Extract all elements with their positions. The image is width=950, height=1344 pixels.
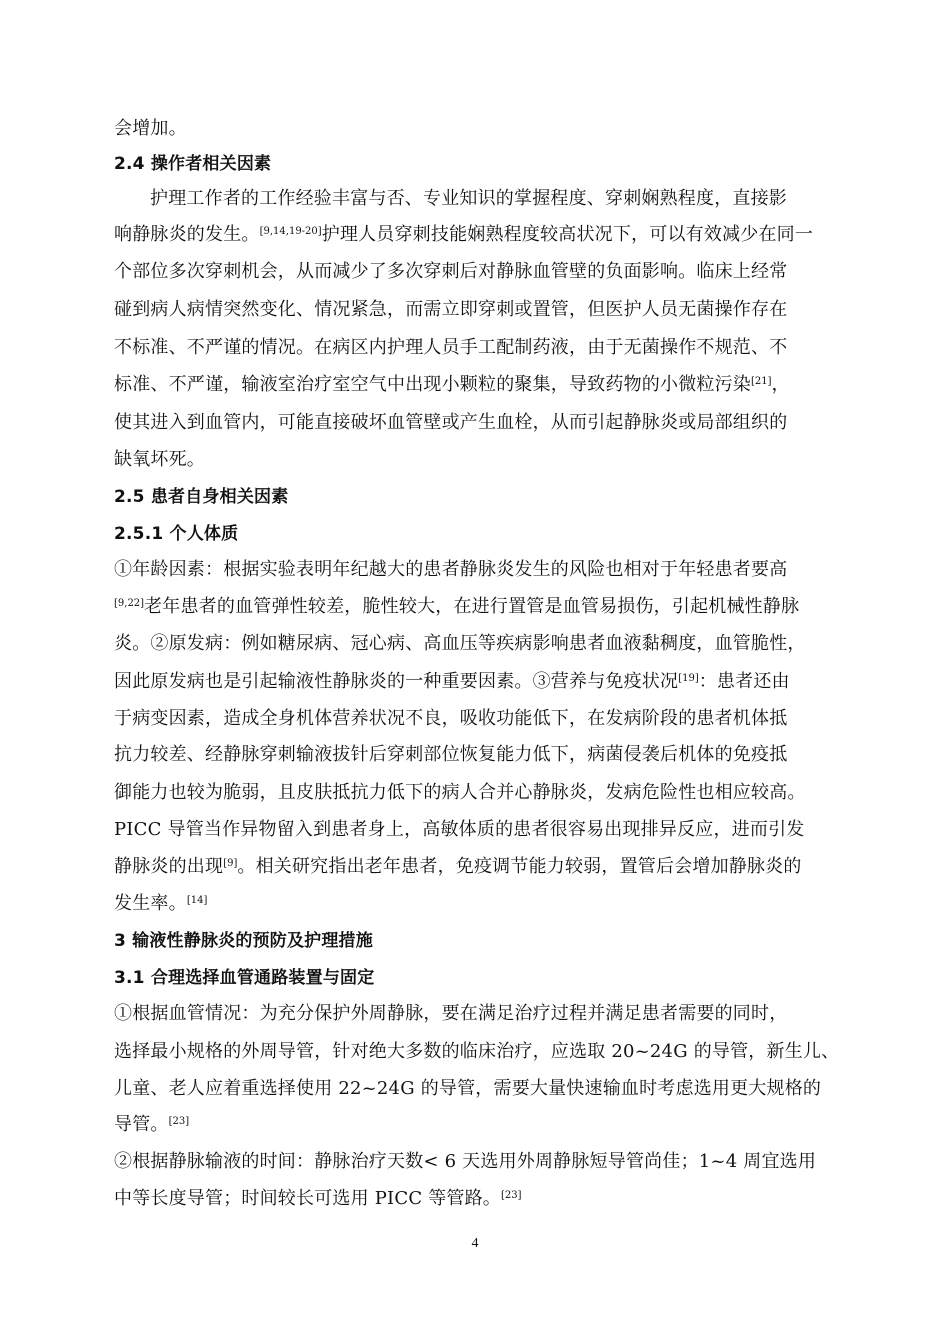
text-line xyxy=(114,594,854,620)
subsection-heading xyxy=(114,965,854,991)
text-run: 碰到病人病情突然变化、情况紧急，而需立即穿刺或置管，但医护人员无菌操作存在 xyxy=(114,299,788,320)
citation-ref: [9,14,19-20] xyxy=(259,226,322,237)
text-run: 会增加。 xyxy=(114,118,187,139)
text-line xyxy=(114,410,854,436)
text-run: PICC 导管当作异物留入到患者身上，高敏体质的患者很容易出现排异反应，进而引发 xyxy=(114,819,805,840)
text-line xyxy=(114,1186,854,1212)
text-run: ， xyxy=(771,374,790,395)
text-run: 因此原发病也是引起输液性静脉炎的一种重要因素。③营养与免疫状况 xyxy=(114,671,679,692)
text-run: 于病变因素，造成全身机体营养状况不良，吸收功能低下，在发病阶段的患者机体抵 xyxy=(114,708,788,729)
text-line xyxy=(114,854,854,880)
citation-ref: [21] xyxy=(751,376,772,387)
text-run: ②根据静脉输液的时间：静脉治疗天数< 6 天选用外周静脉短导管尚佳；1~4 周宜选用 xyxy=(114,1151,817,1172)
citation-ref: [9,22] xyxy=(114,598,145,609)
text-run: 护理人员穿刺技能娴熟程度较高状况下，可以有效减少在同一 xyxy=(321,224,814,245)
text-line xyxy=(114,297,854,323)
text-run: 炎。②原发病：例如糖尿病、冠心病、高血压等疾病影响患者血液黏稠度，血管脆性， xyxy=(114,633,806,654)
text-run: 中等长度导管；时间较长可选用 PICC 等管路。 xyxy=(114,1188,502,1209)
section-heading xyxy=(114,484,854,510)
text-line xyxy=(114,1076,854,1102)
text-line xyxy=(150,186,890,212)
text-run: ：患者还由 xyxy=(698,671,790,692)
text-run: 抗力较差、经静脉穿刺输液拔针后穿刺部位恢复能力低下，病菌侵袭后机体的免疫抵 xyxy=(114,744,788,765)
text-line xyxy=(114,1112,854,1138)
text-run: 响静脉炎的发生。 xyxy=(114,224,260,245)
text-run: 老年患者的血管弹性较差，脆性较大，在进行置管是血管易损伤，引起机械性静脉 xyxy=(144,596,800,617)
text-run: 个部位多次穿刺机会，从而减少了多次穿刺后对静脉血管壁的负面影响。临床上经常 xyxy=(114,261,788,282)
text-run: 3 输液性静脉炎的预防及护理措施 xyxy=(114,931,373,951)
text-line xyxy=(114,780,854,806)
text-line xyxy=(114,116,854,142)
text-line xyxy=(114,222,854,248)
text-run: 儿童、老人应着重选择使用 22~24G 的导管，需要大量快速输血时考虑选用更大规格的 xyxy=(114,1078,822,1099)
text-line xyxy=(114,891,854,917)
text-line xyxy=(114,706,854,732)
text-run: 发生率。 xyxy=(114,893,187,914)
text-line xyxy=(114,259,854,285)
text-run: 2.4 操作者相关因素 xyxy=(114,154,272,174)
text-run: 不标准、不严谨的情况。在病区内护理人员手工配制药液，由于无菌操作不规范、不 xyxy=(114,337,788,358)
text-line xyxy=(114,557,854,583)
text-line xyxy=(114,1149,854,1175)
text-run: 缺氧坏死。 xyxy=(114,449,205,470)
text-run: 护理工作者的工作经验丰富与否、专业知识的掌握程度、穿刺娴熟程度，直接影 xyxy=(150,188,787,209)
text-run: 御能力也较为脆弱，且皮肤抵抗力低下的病人合并心静脉炎，发病危险性也相应较高。 xyxy=(114,782,806,803)
text-line xyxy=(114,669,854,695)
citation-ref: [19] xyxy=(678,673,699,684)
page-number: 4 xyxy=(471,1236,479,1251)
citation-ref: [14] xyxy=(186,895,208,906)
text-line xyxy=(114,335,854,361)
text-line xyxy=(114,817,854,843)
text-run: ①根据血管情况：为充分保护外周静脉，要在满足治疗过程并满足患者需要的同时， xyxy=(114,1003,788,1024)
text-run: 2.5.1 个人体质 xyxy=(114,524,239,544)
text-run: 静脉炎的出现 xyxy=(114,856,224,877)
citation-ref: [9] xyxy=(223,858,238,869)
section-heading xyxy=(114,151,854,177)
text-run: 2.5 患者自身相关因素 xyxy=(114,487,289,507)
text-run: 导管。 xyxy=(114,1114,169,1135)
text-run: 3.1 合理选择血管通路装置与固定 xyxy=(114,968,375,988)
text-line xyxy=(114,742,854,768)
text-run: 。相关研究指出老年患者，免疫调节能力较弱，置管后会增加静脉炎的 xyxy=(237,856,802,877)
text-line xyxy=(114,372,854,398)
text-line xyxy=(114,1039,854,1065)
citation-ref: [23] xyxy=(501,1190,522,1201)
subsection-heading xyxy=(114,521,854,547)
text-run: 选择最小规格的外周导管，针对绝大多数的临床治疗，应选取 20~24G 的导管，新生儿、 xyxy=(114,1041,840,1062)
citation-ref: [23] xyxy=(168,1116,190,1127)
text-line xyxy=(114,631,854,657)
text-run: 标准、不严谨，输液室治疗室空气中出现小颗粒的聚集，导致药物的小微粒污染 xyxy=(114,374,751,395)
text-run: ①年龄因素：根据实验表明年纪越大的患者静脉炎发生的风险也相对于年轻患者要高 xyxy=(114,559,788,580)
text-line xyxy=(114,447,854,473)
section-heading xyxy=(114,928,854,954)
text-run: 使其进入到血管内，可能直接破坏血管壁或产生血栓，从而引起静脉炎或局部组织的 xyxy=(114,412,788,433)
text-line xyxy=(114,1001,854,1027)
